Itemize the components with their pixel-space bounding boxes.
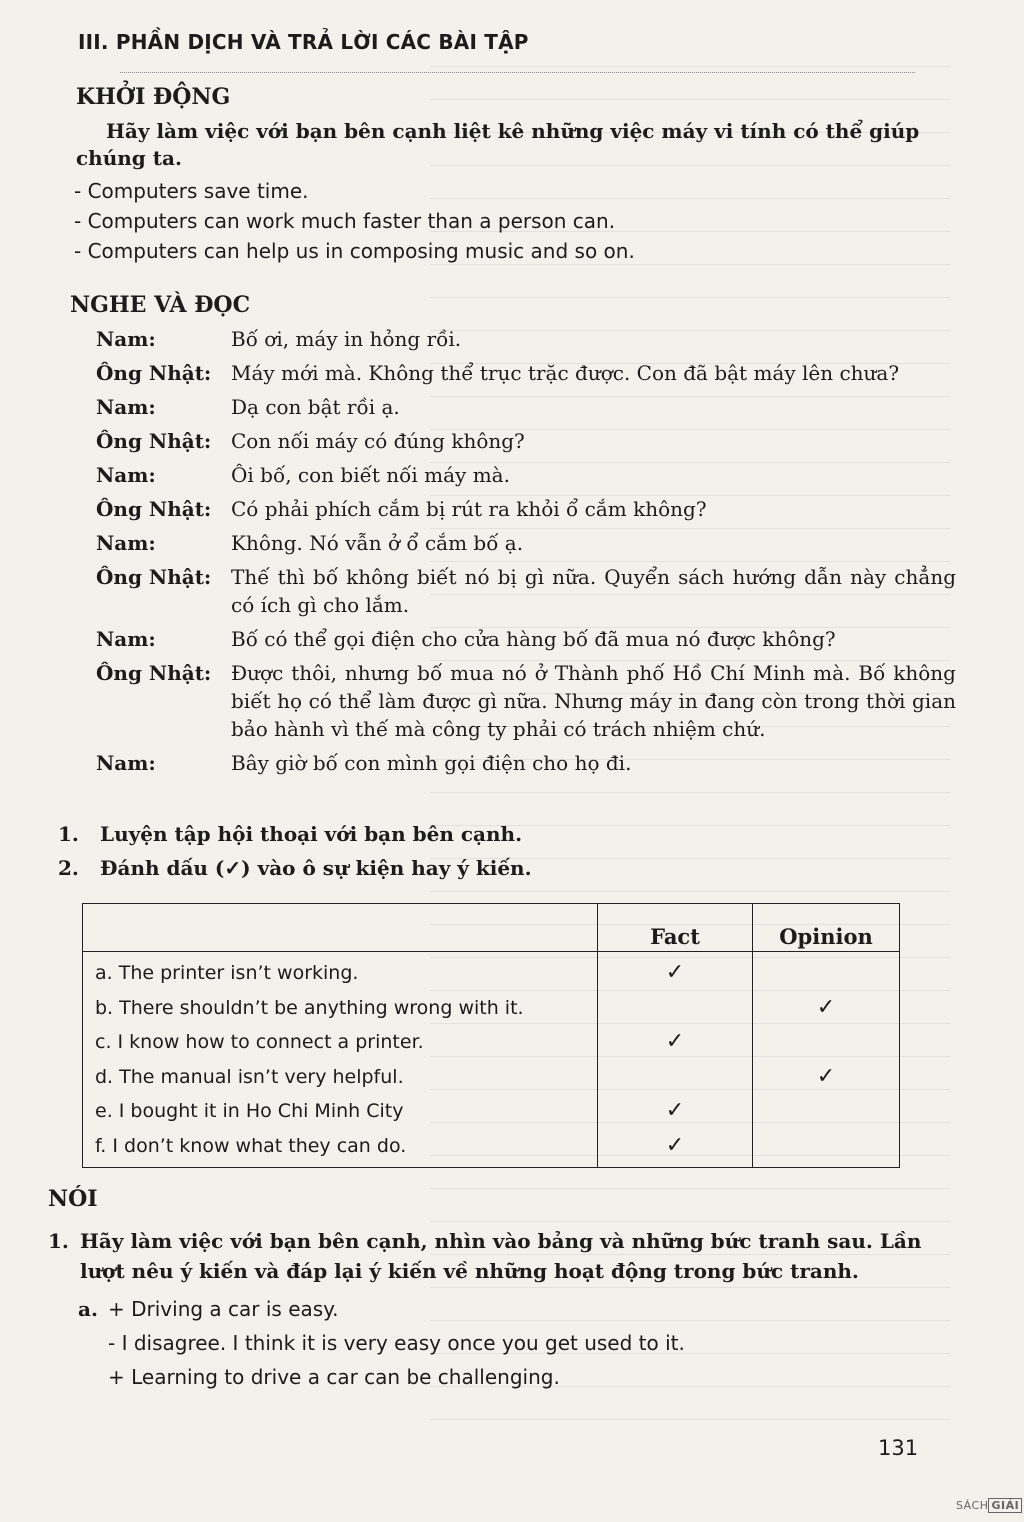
logo-box: GIẢI bbox=[988, 1498, 1022, 1513]
statement: b. There shouldn’t be anything wrong with it. bbox=[95, 996, 524, 1019]
exercise-2 bbox=[58, 856, 958, 880]
answer-line: - I disagree. I think it is very easy once you get used to it. bbox=[108, 1331, 685, 1355]
speaker: Nam: bbox=[96, 327, 156, 351]
speaker: Ông Nhật: bbox=[96, 497, 212, 521]
utterance: Không. Nó vẫn ở ổ cắm bố ạ. bbox=[231, 531, 524, 555]
opinion-checkmark: ✓ bbox=[816, 994, 836, 1020]
table-body-row bbox=[83, 952, 900, 1168]
opinion-checkmark bbox=[754, 1094, 898, 1129]
opinion-checkmark bbox=[754, 1129, 898, 1164]
statement: d. The manual isn’t very helpful. bbox=[95, 1065, 404, 1088]
fact-checkmark: ✓ bbox=[665, 1132, 685, 1158]
opinion-checkmark: ✓ bbox=[816, 1063, 836, 1089]
statement-header-cell bbox=[83, 904, 598, 952]
bullet-item: - Computers can help us in composing music and so on. bbox=[74, 239, 635, 263]
speaking-question bbox=[48, 1226, 928, 1286]
speaker: Nam: bbox=[96, 463, 156, 487]
page-number: 131 bbox=[878, 1436, 919, 1460]
question-number: 1. bbox=[48, 1229, 69, 1253]
fact-checkmark: ✓ bbox=[665, 1029, 685, 1054]
dialogue-line bbox=[96, 427, 956, 455]
question-text: Hãy làm việc với bạn bên cạnh, nhìn vào bảng và những bức tranh sau. Lần lượt nêu ý kiến và đáp lại ý kiến về những hoạt động trong bức tranh. bbox=[80, 1229, 922, 1283]
bullet-item: - Computers save time. bbox=[74, 179, 309, 203]
speaking-answer bbox=[78, 1292, 685, 1394]
fact-checks-cell bbox=[598, 952, 753, 1168]
dialogue-line bbox=[96, 529, 956, 557]
warmup-bullet-list bbox=[74, 176, 635, 266]
utterance: Thế thì bố không biết nó bị gì nữa. Quyển sách hướng dẫn này chẳng có ích gì cho lắm. bbox=[231, 565, 956, 617]
opinion-checkmark bbox=[754, 1025, 898, 1060]
utterance: Bố ơi, máy in hỏng rồi. bbox=[231, 327, 462, 351]
fact-checkmark: ✓ bbox=[665, 1098, 685, 1123]
table-header-row bbox=[83, 904, 900, 952]
exercise-1 bbox=[58, 822, 958, 846]
header-divider bbox=[120, 72, 915, 73]
exercise-number: 1. bbox=[58, 822, 79, 846]
logo-text: SÁCH bbox=[956, 1499, 989, 1512]
dialogue bbox=[96, 325, 956, 783]
speaker: Ông Nhật: bbox=[96, 565, 212, 589]
statement: a. The printer isn’t working. bbox=[95, 962, 359, 984]
dialogue-line bbox=[96, 495, 956, 523]
dialogue-line bbox=[96, 359, 956, 387]
statements-cell bbox=[83, 952, 598, 1168]
opinion-checkmark bbox=[754, 956, 898, 991]
bullet-item: - Computers can work much faster than a person can. bbox=[74, 209, 616, 233]
utterance: Ôi bố, con biết nối máy mà. bbox=[231, 463, 510, 487]
speaker: Nam: bbox=[96, 751, 156, 775]
dialogue-line bbox=[96, 749, 956, 777]
speaker: Ông Nhật: bbox=[96, 361, 212, 385]
publisher-logo bbox=[956, 1498, 1022, 1513]
speaker: Ông Nhật: bbox=[96, 661, 212, 685]
exercise-text: Luyện tập hội thoại với bạn bên cạnh. bbox=[100, 822, 523, 846]
dialogue-line bbox=[96, 625, 956, 653]
speaker: Nam: bbox=[96, 627, 156, 651]
dialogue-line bbox=[96, 659, 956, 743]
answer-line: + Learning to drive a car can be challenging. bbox=[108, 1365, 560, 1389]
dialogue-line bbox=[96, 461, 956, 489]
utterance: Con nối máy có đúng không? bbox=[231, 429, 525, 453]
warmup-instruction: Hãy làm việc với bạn bên cạnh liệt kê những việc máy vi tính có thể giúp chúng ta. bbox=[76, 119, 920, 170]
fact-checkmark bbox=[599, 1060, 751, 1095]
exercise-number: 2. bbox=[58, 856, 79, 880]
utterance: Có phải phích cắm bị rút ra khỏi ổ cắm không? bbox=[231, 497, 707, 521]
dialogue-line bbox=[96, 325, 956, 353]
speaking-heading: NÓI bbox=[48, 1186, 98, 1212]
utterance: Bây giờ bố con mình gọi điện cho họ đi. bbox=[231, 751, 632, 775]
utterance: Được thôi, nhưng bố mua nó ở Thành phố Hồ Chí Minh mà. Bố không biết họ có thể làm được gì nữa. Nhưng máy in đang còn trong thời gian bảo hành vì thế mà công ty phải có trách nhiệm chứ. bbox=[231, 661, 956, 741]
utterance: Dạ con bật rồi ạ. bbox=[231, 395, 400, 419]
speaker: Nam: bbox=[96, 531, 156, 555]
dialogue-line bbox=[96, 563, 956, 619]
section-header: III. PHẦN DỊCH VÀ TRẢ LỜI CÁC BÀI TẬP bbox=[78, 30, 529, 54]
speaker: Nam: bbox=[96, 395, 156, 419]
speaker: Ông Nhật: bbox=[96, 429, 212, 453]
fact-opinion-table bbox=[82, 903, 900, 1168]
opinion-column-header: Opinion bbox=[753, 904, 900, 952]
dialogue-line bbox=[96, 393, 956, 421]
fact-checkmark: ✓ bbox=[665, 960, 685, 985]
fact-column-header: Fact bbox=[598, 904, 753, 952]
opinion-checks-cell bbox=[753, 952, 900, 1168]
utterance: Bố có thể gọi điện cho cửa hàng bố đã mua nó được không? bbox=[231, 627, 836, 651]
exercise-text: Đánh dấu (✓) vào ô sự kiện hay ý kiến. bbox=[100, 856, 532, 880]
statement: e. I bought it in Ho Chi Minh City bbox=[95, 1100, 404, 1122]
fact-checkmark bbox=[599, 991, 751, 1026]
utterance: Máy mới mà. Không thể trục trặc được. Con đã bật máy lên chưa? bbox=[231, 361, 900, 385]
listen-read-heading: NGHE VÀ ĐỌC bbox=[70, 292, 251, 318]
statement: c. I know how to connect a printer. bbox=[95, 1031, 424, 1053]
answer-line: + Driving a car is easy. bbox=[108, 1297, 339, 1321]
warmup-heading: KHỞI ĐỘNG bbox=[76, 84, 231, 110]
answer-label: a. bbox=[78, 1297, 98, 1321]
statement: f. I don’t know what they can do. bbox=[95, 1134, 407, 1157]
